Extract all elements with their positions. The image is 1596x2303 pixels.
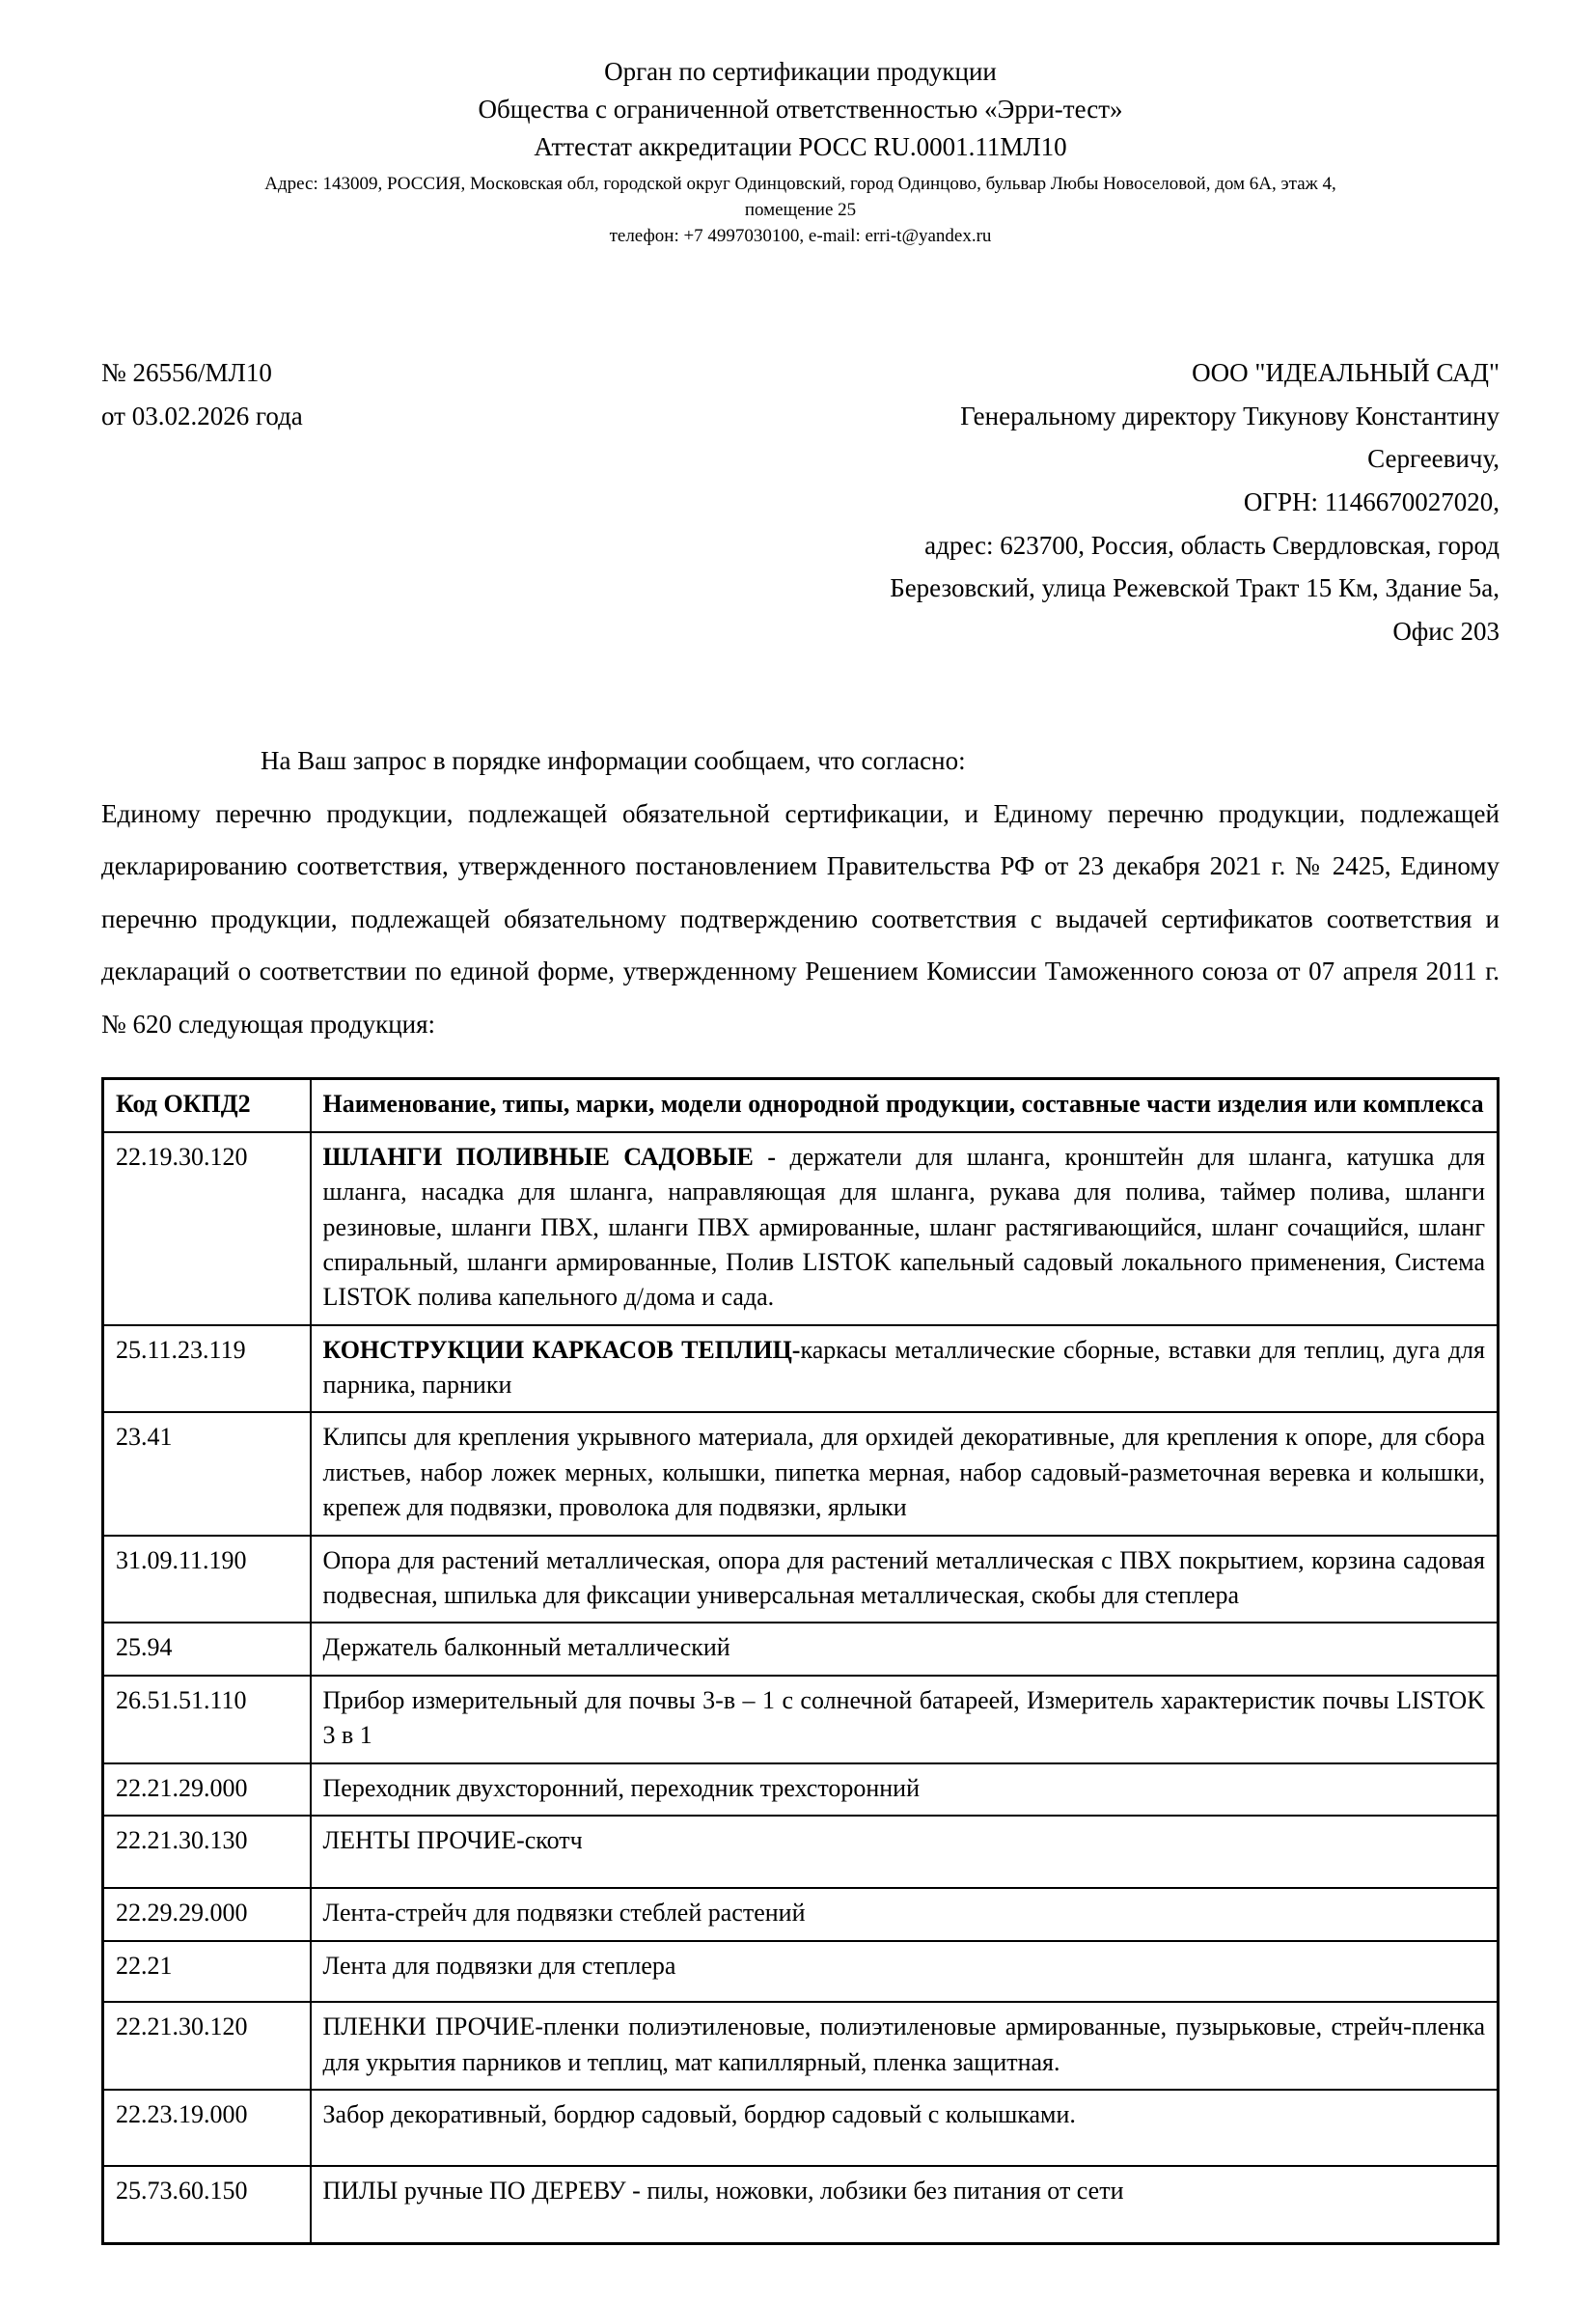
okpd2-code: 25.94 <box>103 1623 311 1675</box>
letter-paragraph: Единому перечню продукции, подлежащей обязательной сертификации, и Единому перечню продукции, подлежащей декларированию соответствия, утвержденного постановлением Правительства РФ от 23 декабря 2021 г. № 2425, Единому перечню продукции, подлежащей обязательному подтверждению соответствия с выдачей сертификатов соответствия и деклараций о соответствии по единой форме, утвержденному Решением Комиссии Таможенного союза от 07 апреля 2011 г. № 620 следующая продукция: <box>101 798 1500 1039</box>
org-header-line1: Орган по сертификации продукции <box>604 57 997 86</box>
table-row <box>103 1536 1499 1623</box>
table-row <box>103 1132 1499 1325</box>
product-description <box>311 1816 1499 1888</box>
product-description-text: Клипсы для крепления укрывного материала, для орхидей декоративные, для крепления к опоре, для сбора листьев, набор ложек мерных, колышки, пипетка мерная, набор садовый-разметочная веревка и колышки, крепеж для подвязки, проволока для подвязки, ярлыки <box>322 1423 1485 1522</box>
product-description-text: Прибор измерительный для почвы 3-в – 1 с солнечной батареей, Измеритель характеристик почвы LISTOK 3 в 1 <box>322 1685 1485 1750</box>
org-address-line2: помещение 25 <box>744 200 857 221</box>
product-description-text: ЛЕНТЫ ПРОЧИЕ-скотч <box>322 1825 583 1854</box>
recipient-address-line3: Офис 203 <box>1392 616 1500 646</box>
product-description-text: держатели для шланга, кронштейн для шланга, катушка для шланга, насадка для шланга, направляющая для шланга, рукава для полива, таймер полива, шланги резиновые, шланги ПВХ, шланги ПВХ армированные, шланг растягивающийся, шланг сочащийся, шланг спиральный, шланги армированные, Полив LISTOK капельный садовый локального применения, Система LISTOK полива капельного д/дома и сада. <box>322 1142 1486 1312</box>
table-row <box>103 1763 1499 1816</box>
product-table-header-row <box>103 1079 1499 1132</box>
product-description-text: Лента для подвязки для степлера <box>322 1951 676 1980</box>
org-header-line3: Аттестат аккредитации РОСС RU.0001.11МЛ10 <box>534 132 1067 162</box>
letter-number: № 26556/МЛ10 <box>101 358 272 388</box>
recipient-company: ООО "ИДЕАЛЬНЫЙ САД" <box>1192 358 1500 388</box>
table-row <box>103 2090 1499 2166</box>
product-description-text: Переходник двухсторонний, переходник трехсторонний <box>322 1773 920 1802</box>
product-description-text: ПЛЕНКИ ПРОЧИЕ-пленки полиэтиленовые, полиэтиленовые армированные, пузырьковые, стрейч-пленка для укрытия парников и теплиц, мат капиллярный, пленка защитная. <box>322 2012 1485 2076</box>
column-header-name: Наименование, типы, марки, модели однородной продукции, составные части изделия или комплекса <box>311 1079 1499 1132</box>
product-table <box>101 1077 1500 2244</box>
okpd2-code: 22.21.29.000 <box>103 1763 311 1816</box>
product-description <box>311 1676 1499 1763</box>
letter-date: от 03.02.2026 года <box>101 401 303 430</box>
org-header <box>101 53 1500 250</box>
recipient-address-line2: Березовский, улица Режевской Тракт 15 Км, Здание 5а, <box>890 573 1500 603</box>
column-header-code: Код ОКПД2 <box>103 1079 311 1132</box>
table-row <box>103 1888 1499 1940</box>
okpd2-code: 22.21.30.120 <box>103 2002 311 2090</box>
okpd2-code: 22.21 <box>103 1941 311 2002</box>
recipient-director-line2: Сергеевичу, <box>1367 444 1500 474</box>
product-description <box>311 1412 1499 1535</box>
okpd2-code: 22.19.30.120 <box>103 1132 311 1325</box>
table-row <box>103 1623 1499 1675</box>
okpd2-code: 22.29.29.000 <box>103 1888 311 1940</box>
table-row <box>103 2002 1499 2090</box>
product-description <box>311 1623 1499 1675</box>
table-row <box>103 2166 1499 2243</box>
product-description <box>311 2166 1499 2243</box>
table-row <box>103 1325 1499 1413</box>
product-description <box>311 2002 1499 2090</box>
product-table-body <box>103 1132 1499 2243</box>
org-contact-line: телефон: +7 4997030100, e-mail: erri-t@yandex.ru <box>609 226 992 247</box>
letter-body <box>101 735 1500 1050</box>
product-description <box>311 1536 1499 1623</box>
recipient-block <box>633 351 1500 652</box>
letter-reference <box>101 351 303 437</box>
table-row <box>103 1676 1499 1763</box>
okpd2-code: 25.73.60.150 <box>103 2166 311 2243</box>
okpd2-code: 26.51.51.110 <box>103 1676 311 1763</box>
product-description <box>311 1763 1499 1816</box>
recipient-ogrn: ОГРН: 1146670027020, <box>1243 486 1500 516</box>
product-description-text: Лента-стрейч для подвязки стеблей растений <box>322 1899 806 1928</box>
product-description <box>311 1325 1499 1413</box>
product-description-text: каркасы металлические сборные, вставки для теплиц, дуга для парника, парники <box>322 1335 1485 1400</box>
product-description-text: Забор декоративный, бордюр садовый, бордюр садовый с колышками. <box>322 2099 1076 2128</box>
product-description <box>311 1888 1499 1940</box>
product-group-name: ШЛАНГИ ПОЛИВНЫЕ САДОВЫЕ - <box>322 1142 790 1171</box>
table-row <box>103 1412 1499 1535</box>
okpd2-code: 25.11.23.119 <box>103 1325 311 1413</box>
recipient-director-line1: Генеральному директору Тикунову Константину <box>960 401 1500 430</box>
okpd2-code: 22.21.30.130 <box>103 1816 311 1888</box>
product-description <box>311 2090 1499 2166</box>
okpd2-code: 23.41 <box>103 1412 311 1535</box>
product-description-text: ПИЛЫ ручные ПО ДЕРЕВУ - пилы, ножовки, лобзики без питания от сети <box>322 2177 1124 2206</box>
okpd2-code: 22.23.19.000 <box>103 2090 311 2166</box>
okpd2-code: 31.09.11.190 <box>103 1536 311 1623</box>
org-header-line2: Общества с ограниченной ответственностью «Эрри-тест» <box>478 95 1123 125</box>
product-description-text: Опора для растений металлическая, опора для растений металлическая с ПВХ покрытием, корзина садовая подвесная, шпилька для фиксации универсальная металлическая, скобы для степлера <box>322 1545 1485 1610</box>
product-description <box>311 1132 1499 1325</box>
product-description-text: Держатель балконный металлический <box>322 1633 730 1662</box>
letter-intro: На Ваш запрос в порядке информации сообщаем, что согласно: <box>261 746 966 776</box>
product-group-name: КОНСТРУКЦИИ КАРКАСОВ ТЕПЛИЦ- <box>322 1335 801 1364</box>
table-row <box>103 1941 1499 2002</box>
recipient-address-line1: адрес: 623700, Россия, область Свердловская, город <box>924 530 1500 560</box>
org-address-line1: Адрес: 143009, РОССИЯ, Московская обл, городской округ Одинцовский, город Одинцово, бульвар Любы Новоселовой, дом 6А, этаж 4, <box>264 174 1336 195</box>
table-row <box>103 1816 1499 1888</box>
product-description <box>311 1941 1499 2002</box>
reference-recipient-row <box>101 351 1500 652</box>
